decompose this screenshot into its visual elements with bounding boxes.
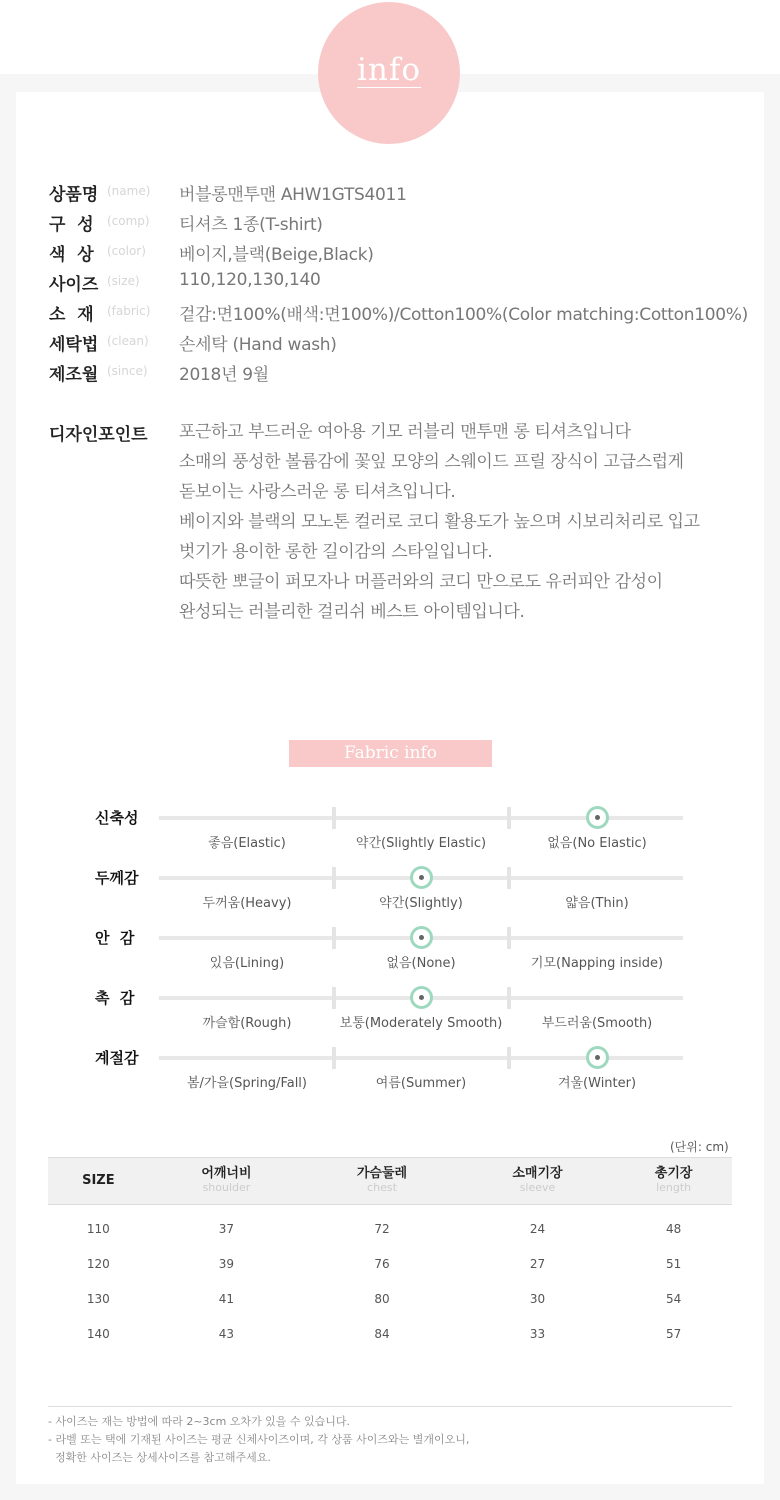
size-table <box>48 1157 732 1351</box>
info-sub-label: (size) <box>107 274 140 288</box>
size-table-header <box>48 1158 732 1205</box>
scale-option: 두꺼움(Heavy) <box>202 896 292 911</box>
scale-divider <box>507 807 511 829</box>
info-label: 색 상 <box>49 245 94 265</box>
info-value: 겉감:면100%(배색:면100%)/Cotton100%(Color matching:Cotton100%) <box>179 305 748 325</box>
info-label: 상품명 <box>49 185 99 205</box>
scale-option: 기모(Napping inside) <box>530 956 664 971</box>
info-value: 손세탁 (Hand wash) <box>179 335 337 355</box>
info-sub-label: (color) <box>107 244 146 258</box>
size-header-ko: 소매기장 <box>512 1166 563 1181</box>
info-label: 세탁법 <box>49 335 99 355</box>
scale-divider <box>332 927 336 949</box>
scale-selected-marker <box>410 866 433 889</box>
scale-option: 약간(Slightly) <box>379 896 463 911</box>
fabric-info-title: Fabric info <box>289 740 492 767</box>
scale-option: 보통(Moderately Smooth) <box>339 1016 503 1031</box>
scale-option: 겨울(Winter) <box>557 1076 637 1091</box>
size-cell: 48 <box>665 1221 682 1236</box>
size-cell: 76 <box>374 1256 390 1271</box>
scale-divider <box>507 927 511 949</box>
design-point-label: 디자인포인트 <box>49 425 148 445</box>
note-line: - 사이즈는 재는 방법에 따라 2~3cm 오차가 있을 수 있습니다. <box>48 1415 351 1428</box>
scale-divider <box>332 987 336 1009</box>
info-sub-label: (comp) <box>107 214 150 228</box>
size-header-cell <box>304 1158 460 1205</box>
fabric-attr-name: 두께감 <box>95 869 139 887</box>
table-row <box>48 1246 732 1281</box>
scale-divider <box>332 1047 336 1069</box>
fabric-scale-row <box>0 1049 780 1116</box>
info-label: 사이즈 <box>49 275 99 295</box>
size-header-en: length <box>656 1181 692 1194</box>
size-notes <box>48 1406 732 1467</box>
size-cell: 140 <box>86 1326 110 1341</box>
scale-option: 부드러움(Smooth) <box>541 1016 653 1031</box>
info-label: 소 재 <box>49 305 94 325</box>
info-label: 제조월 <box>49 365 99 385</box>
size-header-cell <box>149 1158 305 1205</box>
info-value: 티셔츠 1종(T-shirt) <box>179 215 323 235</box>
info-badge <box>318 2 460 144</box>
size-header-ko: 어깨너비 <box>201 1166 252 1181</box>
scale-option: 약간(Slightly Elastic) <box>355 836 487 851</box>
size-header-cell <box>460 1158 616 1205</box>
size-cell: 41 <box>218 1291 235 1306</box>
scale-option: 여름(Summer) <box>375 1076 467 1091</box>
size-cell: 30 <box>529 1291 546 1306</box>
info-value: 버블롱맨투맨 AHW1GTS4011 <box>179 185 407 205</box>
size-cell: 110 <box>86 1221 110 1236</box>
size-header-ko: SIZE <box>82 1173 115 1188</box>
scale-divider <box>507 867 511 889</box>
info-sub-label: (since) <box>107 364 148 378</box>
scale-selected-marker <box>410 926 433 949</box>
info-label: 구 성 <box>49 215 94 235</box>
info-value: 베이지,블랙(Beige,Black) <box>179 245 374 265</box>
size-header-ko: 가슴둘레 <box>356 1166 408 1181</box>
size-header-en: chest <box>367 1181 397 1194</box>
size-cell: 80 <box>374 1291 390 1306</box>
scale-divider <box>507 987 511 1009</box>
design-point-line: 베이지와 블랙의 모노톤 컬러로 코디 활용도가 높으며 시보리처리로 입고 <box>179 512 700 532</box>
size-header-en: sleeve <box>519 1181 556 1194</box>
design-point-line: 포근하고 부드러운 여아용 기모 러블리 맨투맨 롱 티셔츠입니다 <box>179 422 631 442</box>
size-cell: 39 <box>218 1256 235 1271</box>
info-sub-label: (name) <box>107 184 151 198</box>
design-point-line: 소매의 풍성한 볼륨감에 꽃잎 모양의 스웨이드 프릴 장식이 고급스럽게 <box>179 452 684 472</box>
scale-divider <box>507 1047 511 1069</box>
scale-option: 있음(Lining) <box>209 956 285 971</box>
fabric-attr-name: 촉 감 <box>95 989 135 1007</box>
design-point-line: 완성되는 러블리한 걸리쉬 베스트 아이템입니다. <box>179 602 525 622</box>
info-badge-text: info <box>356 52 422 88</box>
size-header-ko: 총기장 <box>654 1166 693 1181</box>
table-row <box>48 1316 732 1351</box>
size-cell: 33 <box>529 1326 546 1341</box>
design-point-text <box>179 420 769 630</box>
size-cell: 120 <box>86 1256 110 1271</box>
size-header-cell <box>48 1158 149 1205</box>
size-cell: 27 <box>529 1256 546 1271</box>
size-cell: 54 <box>665 1291 682 1306</box>
scale-option: 좋음(Elastic) <box>208 836 286 851</box>
size-cell: 43 <box>218 1326 235 1341</box>
scale-option: 없음(No Elastic) <box>547 836 647 851</box>
scale-divider <box>332 807 336 829</box>
scale-selected-marker <box>586 1046 609 1069</box>
scale-divider <box>332 867 336 889</box>
size-cell: 72 <box>374 1221 390 1236</box>
fabric-attr-name: 신축성 <box>95 809 139 827</box>
design-point-line: 돋보이는 사랑스러운 롱 티셔츠입니다. <box>179 482 456 502</box>
design-point-line: 벗기가 용이한 롱한 길이감의 스타일입니다. <box>179 542 493 562</box>
info-value: 2018년 9월 <box>179 365 269 385</box>
scale-selected-marker <box>410 986 433 1009</box>
table-row <box>48 1205 732 1247</box>
fabric-attr-name: 안 감 <box>95 929 135 947</box>
table-row <box>48 1281 732 1316</box>
note-line: - 라벨 또는 택에 기재된 사이즈는 평균 신체사이즈이며, 각 상품 사이즈와는 별개이오니, <box>48 1433 470 1446</box>
size-cell: 24 <box>529 1221 546 1236</box>
scale-option: 까슬함(Rough) <box>202 1016 292 1031</box>
fabric-attr-name: 계절감 <box>95 1049 139 1067</box>
size-cell: 57 <box>665 1326 682 1341</box>
scale-selected-marker <box>586 806 609 829</box>
design-point-line: 따뜻한 뽀글이 퍼모자나 머플러와의 코디 만으로도 유러피안 감성이 <box>179 572 663 592</box>
scale-option: 얇음(Thin) <box>565 896 629 911</box>
size-cell: 130 <box>86 1291 110 1306</box>
info-sub-label: (clean) <box>107 334 149 348</box>
size-cell: 37 <box>218 1221 235 1236</box>
size-unit: (단위: cm) <box>670 1140 729 1154</box>
scale-option: 없음(None) <box>386 956 456 971</box>
size-cell: 51 <box>665 1256 682 1271</box>
info-sub-label: (fabric) <box>107 304 151 318</box>
info-value: 110,120,130,140 <box>179 270 321 290</box>
size-cell: 84 <box>374 1326 390 1341</box>
scale-option: 봄/가을(Spring/Fall) <box>186 1076 307 1091</box>
size-header-cell <box>615 1158 732 1205</box>
size-header-en: shoulder <box>202 1181 251 1194</box>
note-line: 정확한 사이즈는 상세사이즈를 참고해주세요. <box>48 1451 271 1464</box>
